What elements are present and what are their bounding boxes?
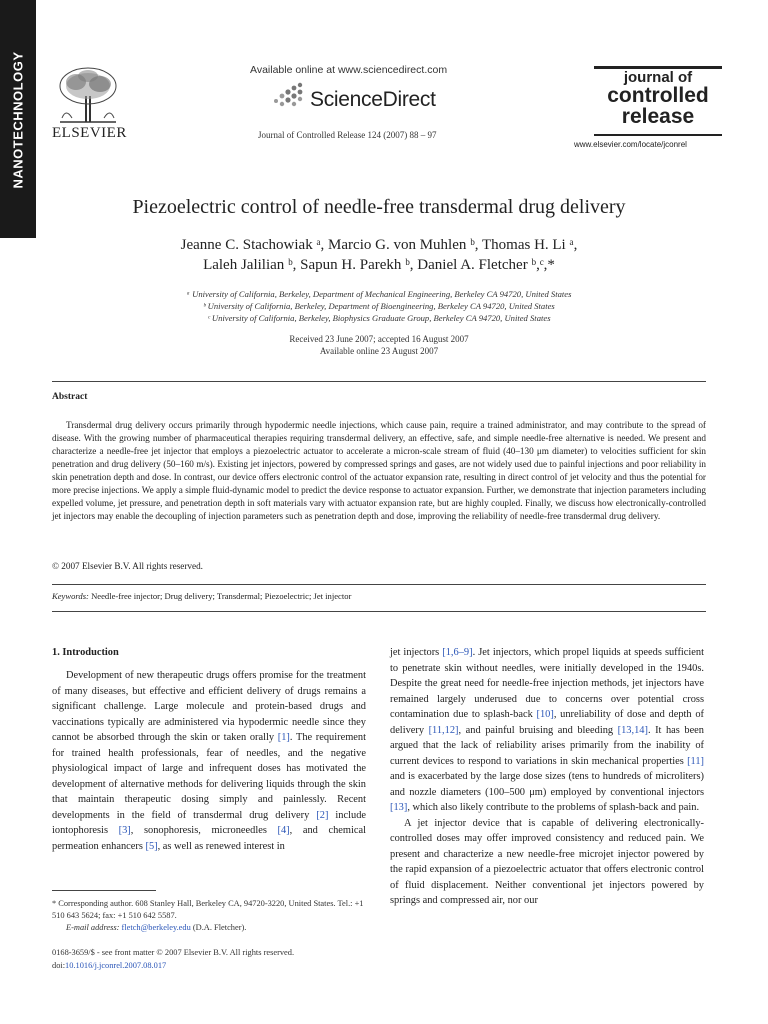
citation-link[interactable]: [5] — [145, 840, 158, 852]
doi-label: doi: — [52, 961, 66, 970]
keywords — [52, 591, 351, 601]
intro-paragraph-2: A jet injector device that is capable of delivering electronically-controlled doses may offer improved consistency and reduced pain. We present and characterize a new needle-free microjet injector powered by the rapid expansion of a piezoelectric actuator that offers electronic control of fluid displacement. Neither conventional jet injectors powered by springs and compressed air, nor our — [390, 817, 704, 906]
elsevier-tree-icon — [52, 62, 124, 126]
intro-text: , sonophoresis, microneedles — [130, 825, 278, 836]
authors-line-2: Laleh Jalilian ᵇ, Sapun H. Parekh ᵇ, Daniel A. Fletcher ᵇ,ᶜ,* — [203, 257, 555, 273]
abstract-copyright: © 2007 Elsevier B.V. All rights reserved. — [52, 561, 203, 571]
available-online-text: Available online at www.sciencedirect.com — [250, 64, 448, 76]
sciencedirect-logo: ScienceDirect — [310, 88, 436, 111]
citation-link[interactable]: [11] — [687, 755, 704, 767]
citation-link[interactable]: [2] — [316, 809, 329, 821]
doi-line — [52, 961, 166, 970]
keywords-bottom-rule — [52, 611, 706, 612]
keywords-values: Needle-free injector; Drug delivery; Transdermal; Piezoelectric; Jet injector — [91, 591, 352, 601]
intro-text: , which also likely contribute to the problems of splash-back and pain. — [407, 802, 700, 813]
journal-citation: Journal of Controlled Release 124 (2007) 88 – 97 — [258, 130, 437, 140]
citation-link[interactable]: [10] — [536, 709, 554, 720]
journal-url[interactable]: www.elsevier.com/locate/jconrel — [574, 140, 687, 149]
received-dates: Received 23 June 2007; accepted 16 August 2007 — [289, 334, 469, 344]
doi-link[interactable]: 10.1016/j.jconrel.2007.08.017 — [65, 961, 167, 970]
abstract-heading: Abstract — [52, 392, 88, 402]
email-footnote — [52, 923, 366, 932]
intro-text: . It has been argued that the lack of reliability arises primarily from the inability of current devices to respond to variations in skin mechanical properties — [390, 724, 704, 767]
citation-link[interactable]: [13] — [390, 802, 408, 813]
sciencedirect-dots-icon — [270, 80, 305, 110]
email-link[interactable]: fletch@berkeley.edu — [121, 923, 191, 932]
paper-title: Piezoelectric control of needle-free transdermal drug delivery — [132, 196, 626, 218]
keywords-label: Keywords: — [52, 591, 89, 601]
online-date: Available online 23 August 2007 — [319, 346, 439, 356]
journal-logo-rule-bottom — [594, 134, 722, 136]
citation-link[interactable]: [1,6–9] — [442, 647, 473, 658]
citation-link[interactable]: [11,12] — [428, 724, 459, 736]
citation-link[interactable]: [13,14] — [617, 724, 648, 736]
publisher-name: ELSEVIER — [52, 125, 127, 141]
journal-logo-line-3: release — [621, 105, 695, 128]
intro-text: and is exacerbated by the large dose sizes (tens to hundreds of microliters) and nozzle diameters (100–500 μm) employed by conventional injectors — [390, 771, 704, 798]
email-label: E-mail address: — [66, 923, 120, 932]
intro-text: jet injectors — [390, 647, 443, 658]
intro-text: include iontophoresis — [52, 809, 367, 836]
authors-line-1: Jeanne C. Stachowiak ᵃ, Marcio G. von Muhlen ᵇ, Thomas H. Li ᵃ, — [180, 237, 578, 253]
intro-text: , and painful bruising and bleeding — [458, 724, 618, 736]
citation-link[interactable]: [3] — [118, 825, 131, 836]
intro-paragraph-1 — [390, 645, 704, 816]
abstract-text: Transdermal drug delivery occurs primarily through hypodermic needle injections, which cause pain, require a trained administrator, and may contribute to the spread of disease. With the growing number of pharmaceutical therapies requiring transdermal delivery, an effective, safe, and simple needle-free alternative is needed. We present and characterize a needle-free jet injector that employs a piezoelectric actuator to accelerate a micron-scale stream of fluid (40–130 μm diameter) to velocities sufficient for skin penetration and drug delivery (50–160 m/s). Existing jet injectors, powered by compressed springs and gases, are not widely used due to painful injections and poor reliability in skin penetration depth and dose. In contrast, our device offers electronic control of the actuator expansion rate, resulting in direct control of jet velocity and thus the potential for more precise injections. We apply a simple fluid-dynamic model to predict the device response to actuator expansion. Further, we demonstrate that injection parameters including expelled volume, jet pressure, and penetration depth in soft materials vary with actuator expansion rate, but are highly coupled. Finally, we discuss how electronically-controlled jet injectors may enable the decoupling of injection parameters such as penetration depth and dose, improving the reliability of needle-free transdermal drug delivery. — [52, 420, 706, 521]
section-heading-introduction: 1. Introduction — [52, 647, 119, 658]
intro-text: , and chemical permeation enhancers — [52, 825, 366, 852]
issn-line: 0168-3659/$ - see front matter © 2007 Elsevier B.V. All rights reserved. — [52, 948, 295, 957]
left-column-text — [52, 668, 366, 854]
keywords-top-rule — [52, 584, 706, 585]
footnote-rule — [52, 890, 156, 891]
intro-text: . The requirement for trained health professionals, fear of needles, and the negative physiological impact of large and infrequent doses has motivated the development of alternative methods for delivering liquids through the skin that maintain therapeutic dosing simply and painlessly. Recent developments in the field of transdermal drug delivery — [52, 732, 366, 821]
right-column-text — [390, 645, 704, 909]
affiliation-b: ᵇ University of California, Berkeley, Department of Bioengineering, Berkeley CA 94720, United States — [203, 301, 555, 311]
intro-text: , unreliability of dose and depth of delivery — [390, 709, 705, 736]
intro-text: . Jet injectors, which propel liquids at speeds sufficient to penetrate skin without needles, were initially developed in the 1940s. Despite the great need for needle-free injection methods, jet injectors have remained largely underused due to concerns over potential cross contamination due to splash-back — [390, 647, 704, 720]
email-suffix: (D.A. Fletcher). — [190, 923, 247, 932]
affiliation-a: ᵃ University of California, Berkeley, Department of Mechanical Engineering, Berkeley CA 94720, United States — [186, 289, 572, 299]
section-tab-label: NANOTECHNOLOGY — [10, 51, 26, 189]
citation-link[interactable]: [4] — [277, 825, 290, 836]
abstract-top-rule — [52, 381, 706, 382]
corresponding-author-footnote: * Corresponding author. 608 Stanley Hall, Berkeley CA, 94720-3220, United States. Tel.: +1 510 643 5624; fax: +1 510 642 5587. — [52, 899, 364, 920]
citation-link[interactable]: [1] — [277, 732, 290, 743]
journal-logo-line-2: controlled — [607, 84, 709, 107]
intro-text: , as well as renewed interest in — [157, 840, 285, 852]
journal-logo-line-1: journal of — [623, 69, 693, 86]
affiliation-c: ᶜ University of California, Berkeley, Biophysics Graduate Group, Berkeley CA 94720, United States — [207, 313, 551, 323]
intro-text: Development of new therapeutic drugs offers promise for the treatment of many diseases, but effective and efficient delivery of drugs remains a significant challenge. Large molecule and protein-based drugs and vaccinations typically are administered via hypodermic needle since they cannot be absorbed through the skin or taken orally — [52, 670, 366, 743]
